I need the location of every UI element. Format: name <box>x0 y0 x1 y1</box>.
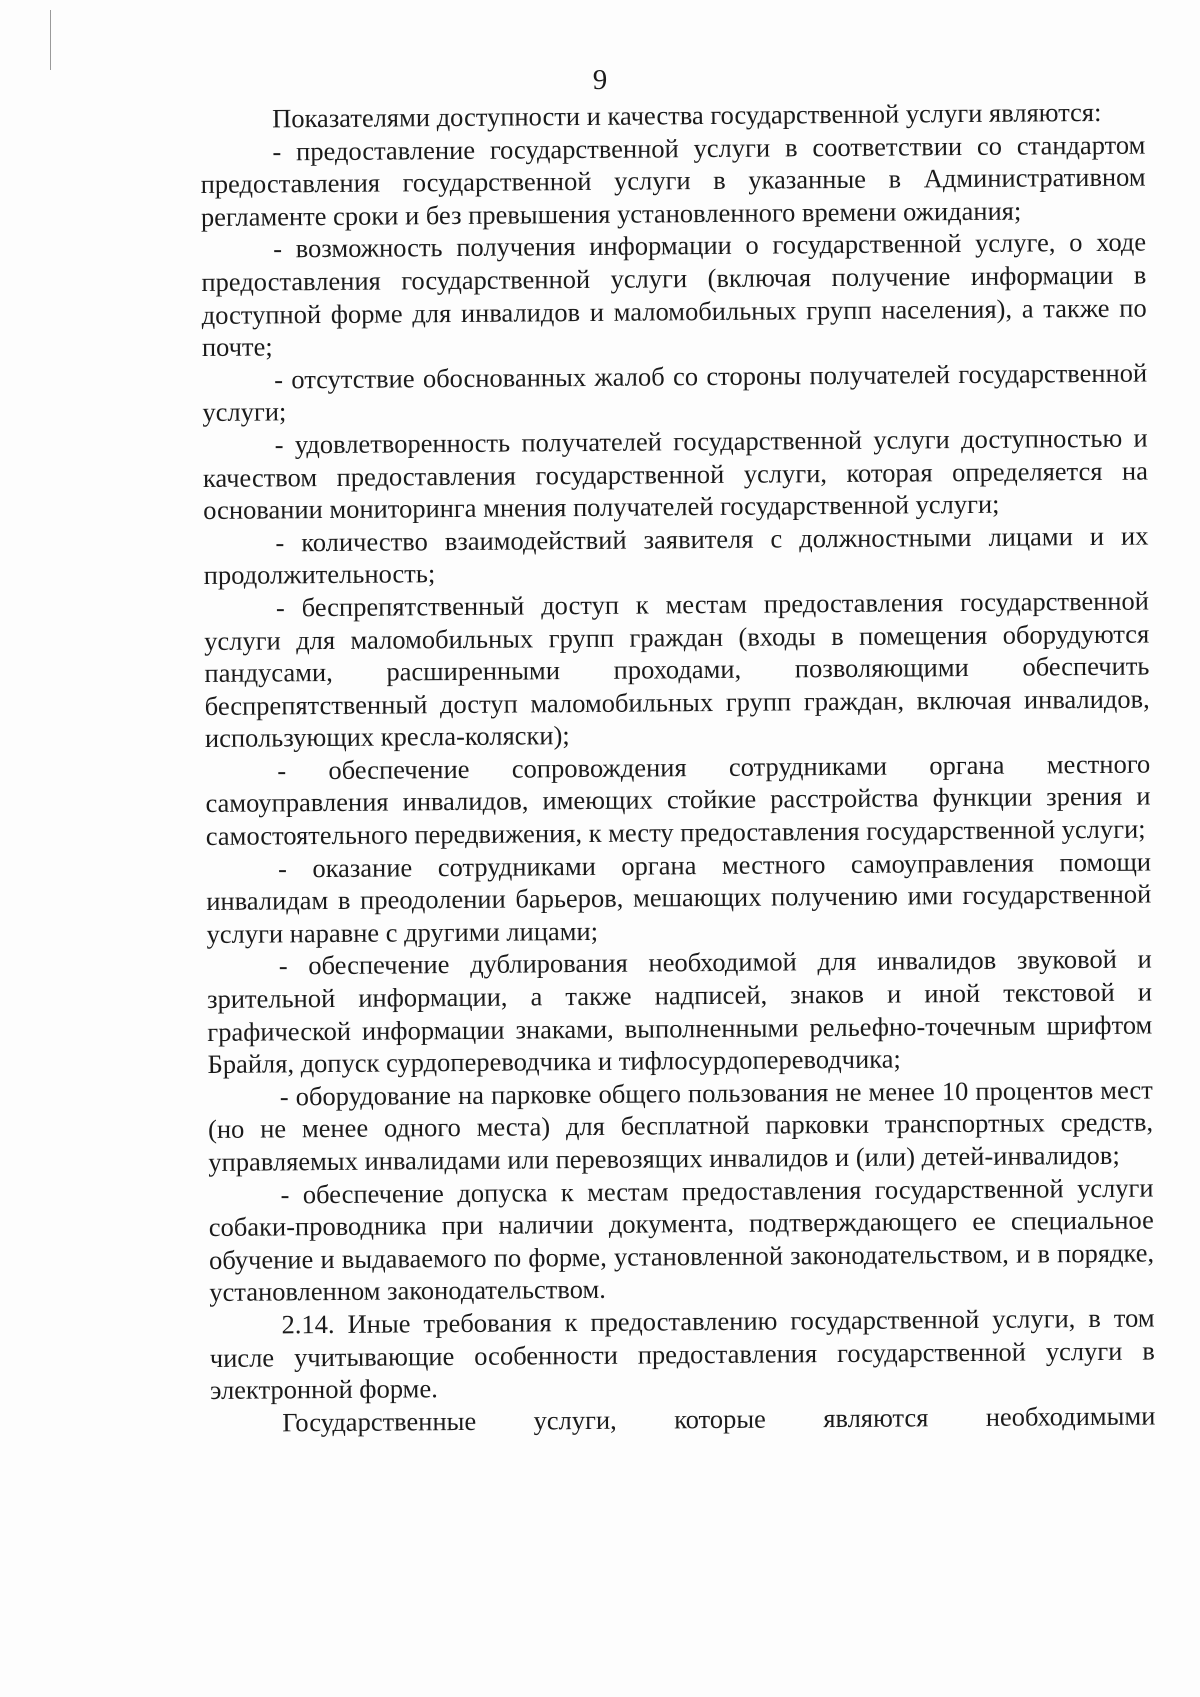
paragraph-section-2-14: 2.14. Иные требования к предоставлению государственной услуги, в том числе учитывающие особенности предоставления государственной услуги в электронной форме. <box>209 1302 1155 1406</box>
paragraph-unobstructed-access: - беспрепятственный доступ к местам предоставления государственной услуги для маломобильных групп граждан (входы в помещения оборудуются пандусами, расширенными проходами, позволяющими обеспечить беспрепятственный доступ маломобильных групп граждан, включая инвалидов, использующих кресла-коляски); <box>204 585 1150 754</box>
paragraph-indicators-intro: Показателями доступности и качества государственной услуги являются: <box>272 96 1102 134</box>
paragraph-escort: - обеспечение сопровождения сотрудниками органа местного самоуправления инвалидов, имеющих стойкие расстройства функции зрения и самостоятельного передвижения, к месту предоставления государственной услуги; <box>205 748 1151 852</box>
paragraph-state-services: Государственные услуги, которые являются необходимыми <box>282 1400 1156 1438</box>
paragraph-duplication: - обеспечение дублирования необходимой для инвалидов звуковой и зрительной информации, а также надписей, знаков и иной текстовой и графической информации знаками, выполненными рельефно-точечным шрифтом Брайля, допуск сурдопереводчика и тифлосурдопереводчика; <box>206 943 1153 1080</box>
paragraph-satisfaction: - удовлетворенность получателей государственной услуги доступностью и качеством предоставления государственной услуги, которая определяется на основании мониторинга мнения получателей государственной услуги; <box>202 422 1149 526</box>
scan-edge-mark <box>50 10 51 70</box>
paragraph-standard-compliance: - предоставление государственной услуги в соответствии со стандартом предоставления государственной услуги в указанные в Административном регламенте сроки и без превышения установленного времени ожидания; <box>200 129 1146 232</box>
page-number: 9 <box>592 64 608 96</box>
paragraph-guide-dog: - обеспечение допуска к местам предоставления государственной услуги собаки-проводника при наличии документа, подтверждающего ее специальное обучение и выдаваемого по форме, установленной законодательством, и в порядке, установленном законодательством. <box>208 1172 1155 1308</box>
document-body <box>200 96 1155 1440</box>
paragraph-assistance: - оказание сотрудниками органа местного самоуправления помощи инвалидам в преодолении барьеров, мешающих получению ими государственной услуги наравне с другими лицами; <box>206 846 1152 949</box>
paragraph-information-access: - возможность получения информации о государственной услуге, о ходе предоставления государственной услуги (включая получение информации в доступной форме для инвалидов и маломобильных групп населения), а также по почте; <box>201 226 1147 363</box>
paragraph-no-complaints: - отсутствие обоснованных жалоб со стороны получателей государственной услуги; <box>202 357 1148 428</box>
paragraph-interactions: - количество взаимодействий заявителя с должностными лицами и их продолжительность; <box>203 520 1149 591</box>
paragraph-parking: - оборудование на парковке общего пользования не менее 10 процентов мест (но не менее одного места) для бесплатной парковки транспортных средств, управляемых инвалидами или перевозящих инвалидов и (или) детей-инвалидов; <box>207 1074 1154 1177</box>
